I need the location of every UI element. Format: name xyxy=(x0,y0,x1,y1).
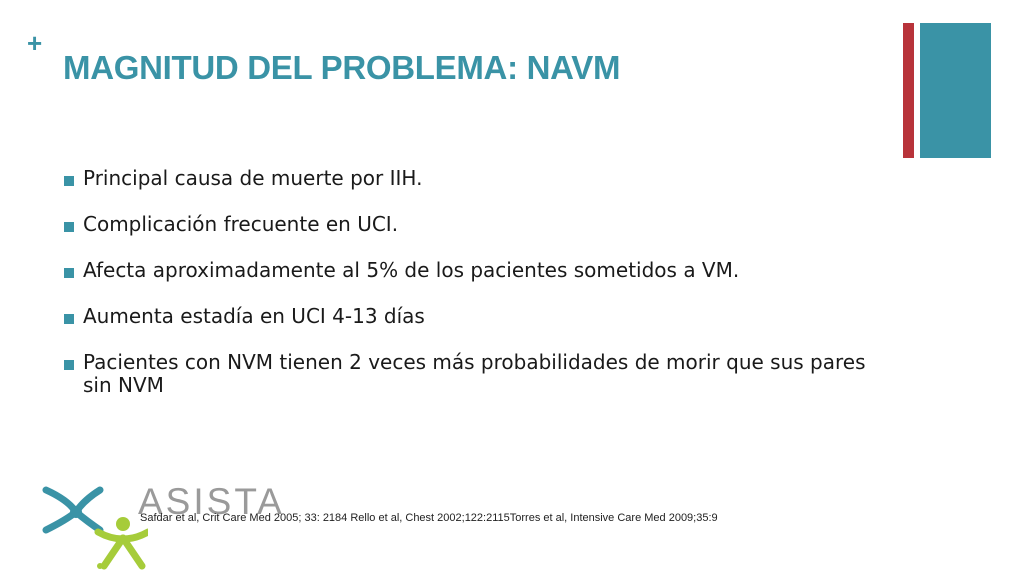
bullet-square-icon xyxy=(64,268,74,278)
slide-title: MAGNITUD DEL PROBLEMA: NAVM xyxy=(63,49,621,86)
bullet-item xyxy=(64,167,894,190)
citation: Safdar et al, Crit Care Med 2005; 33: 2184 Rello et al, Chest 2002;122:2115Torres et al, Intensive Care Med 2009;35:9 xyxy=(140,512,718,524)
bullet-text: Complicación frecuente en UCI. xyxy=(83,212,399,236)
bullet-square-icon xyxy=(64,222,74,232)
bullet-square-icon xyxy=(64,360,74,370)
bullet-text: Pacientes con NVM tienen 2 veces más probabilidades de morir que sus pares sin NVM xyxy=(83,350,866,397)
bullet-text: Aumenta estadía en UCI 4-13 días xyxy=(83,304,425,328)
bullet-item xyxy=(64,305,894,328)
decor-red-bar xyxy=(903,23,914,158)
decor-teal-bar xyxy=(920,23,991,158)
bullet-text: Afecta aproximadamente al 5% de los pacientes sometidos a VM. xyxy=(83,258,740,282)
bullet-text: Principal causa de muerte por IIH. xyxy=(83,166,423,190)
plus-icon: + xyxy=(27,28,43,58)
logo-wordmark: ASISTA xyxy=(138,481,285,522)
bullet-item xyxy=(64,259,894,282)
bullet-list xyxy=(64,167,894,420)
bullet-square-icon xyxy=(64,176,74,186)
asista-logo xyxy=(38,480,285,570)
bullet-square-icon xyxy=(64,314,74,324)
asista-figure-icon xyxy=(38,480,148,570)
bullet-item xyxy=(64,213,894,236)
bullet-item xyxy=(64,351,894,397)
